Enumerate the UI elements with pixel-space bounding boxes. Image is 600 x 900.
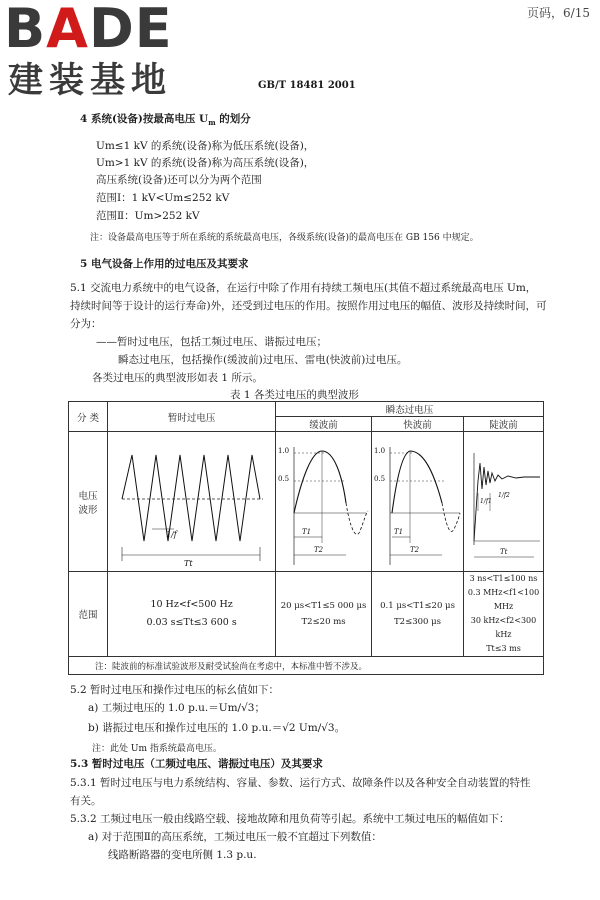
hdr-fast-front: 快波前	[372, 417, 464, 432]
row-label-range: 范围	[69, 572, 108, 657]
sec532-item-a: a) 对于范围Ⅱ的高压系统，工频过电压一般不宜超过下列数值：	[88, 831, 382, 843]
label-1f: 1/f	[166, 529, 177, 539]
label-tt: Tt	[184, 558, 193, 568]
slow-label-05: 0.5	[278, 474, 290, 483]
sec4-line-5: 范围Ⅱ：Um>252 kV	[96, 210, 200, 222]
vf-label-tt: Tt	[500, 547, 508, 556]
slow-label-1: 1.0	[278, 446, 290, 455]
vf-label-1f1: 1/f1	[480, 497, 492, 505]
sec52-note: 注：此处 Um 指系统最高电压。	[92, 744, 222, 754]
sec5-para-1b: 持续时间等于设计的运行寿命)外，还受到过电压的作用。按照作用过电压的幅值、波形及持续时间，可	[70, 300, 547, 312]
fast-label-05: 0.5	[374, 474, 386, 483]
sec532: 5.3.2 工频过电压一般由线路空载、接地故障和甩负荷等引起。系统中工频过电压的幅值如下：	[70, 813, 510, 825]
waveform-fast-front	[372, 432, 464, 572]
sec5-para-1c: 分为：	[70, 318, 102, 330]
range-slow-front: 20 μs<T1≤5 000 μs T2≤20 ms	[276, 572, 372, 657]
sec4-line-2: Um>1 kV 的系统(设备)称为高压系统(设备)，	[96, 157, 315, 169]
hdr-transient: 瞬态过电压	[276, 402, 544, 417]
sec52-heading: 5.2 暂时过电压和操作过电压的标幺值如下：	[70, 684, 280, 696]
sec52-item-b: b) 谐振过电压和操作过电压的 1.0 p.u.＝√2 Um/√3。	[88, 722, 346, 734]
slow-label-t2: T2	[314, 545, 324, 554]
range-temporary: 10 Hz<f<500 Hz 0.03 s≤Tt≤3 600 s	[108, 572, 276, 657]
sec5-para-1a: 5.1 交流电力系统中的电气设备，在运行中除了作用有持续工频电压(其值不超过系统最高电压 Um，	[70, 282, 537, 294]
hdr-temporary: 暂时过电压	[108, 402, 276, 432]
hdr-very-fast-front: 陡波前	[464, 417, 544, 432]
waveform-table	[68, 401, 544, 675]
sec4-line-1: Um≤1 kV 的系统(设备)称为低压系统(设备)，	[96, 140, 315, 152]
hdr-classification: 分 类	[69, 402, 108, 432]
brand-logo: BADE	[4, 0, 173, 60]
waveform-very-fast-front	[464, 432, 544, 572]
waveform-slow-front	[276, 432, 372, 572]
table-note: 注：陡波前的标准试验波形及耐受试验尚在考虑中，本标准中暂不涉及。	[69, 657, 544, 675]
sec531-a: 5.3.1 暂时过电压与电力系统结构、容量、参数、运行方式、故障条件以及各种安全自动装置的特性	[70, 777, 531, 789]
sec4-note: 注：设备最高电压等于所在系统的系统最高电压，各级系统(设备)的最高电压在 GB 156 中规定。	[90, 233, 479, 243]
range-fast-front: 0.1 μs<T1≤20 μs T2≤300 μs	[372, 572, 464, 657]
waveform-temporary	[108, 432, 276, 572]
sec5-para-2: 各类过电压的典型波形如表 1 所示。	[92, 372, 263, 384]
sec4-line-3: 高压系统(设备)还可以分为两个范围	[96, 174, 262, 186]
section-5-heading: 5 电气设备上作用的过电压及其要求	[80, 258, 249, 270]
fast-label-t1: T1	[394, 527, 404, 536]
sec5-dash-1: ——暂时过电压，包括工频过电压、谐振过电压；	[96, 336, 327, 348]
slow-label-t1: T1	[302, 527, 312, 536]
sec4-line-4: 范围Ⅰ：1 kV<Um≤252 kV	[96, 192, 230, 204]
fast-label-1: 1.0	[374, 446, 386, 455]
hdr-slow-front: 缓波前	[276, 417, 372, 432]
row-label-waveform: 电压 波形	[69, 432, 108, 572]
page-number: 页码，6/15	[527, 6, 590, 20]
sec5-dash-2: 瞬态过电压，包括操作(缓波前)过电压、雷电(快波前)过电压。	[118, 354, 408, 366]
standard-number: GB/T 18481 2001	[258, 80, 356, 91]
sec53-heading: 5.3 暂时过电压（工频过电压、谐振过电压）及其要求	[70, 758, 323, 770]
fast-label-t2: T2	[410, 545, 420, 554]
sec532-line: 线路断路器的变电所侧 1.3 p.u.	[108, 849, 257, 861]
brand-logo-subtitle: 建装基地	[8, 61, 173, 101]
vf-label-1f2: 1/f2	[498, 491, 510, 499]
sec531-b: 有关。	[70, 795, 102, 807]
section-4-heading: 4 系统(设备)按最高电压 $U_m$ 的划分	[80, 113, 251, 128]
range-very-fast-front: 3 ns<T1≤100 ns 0.3 MHz<f1<100 MHz 30 kHz<f2<300 kHz Tt≤3 ms	[464, 572, 544, 657]
sec52-item-a: a) 工频过电压的 1.0 p.u.＝Um/√3；	[88, 702, 265, 714]
table-1-caption: 表 1 各类过电压的典型波形	[230, 389, 359, 401]
